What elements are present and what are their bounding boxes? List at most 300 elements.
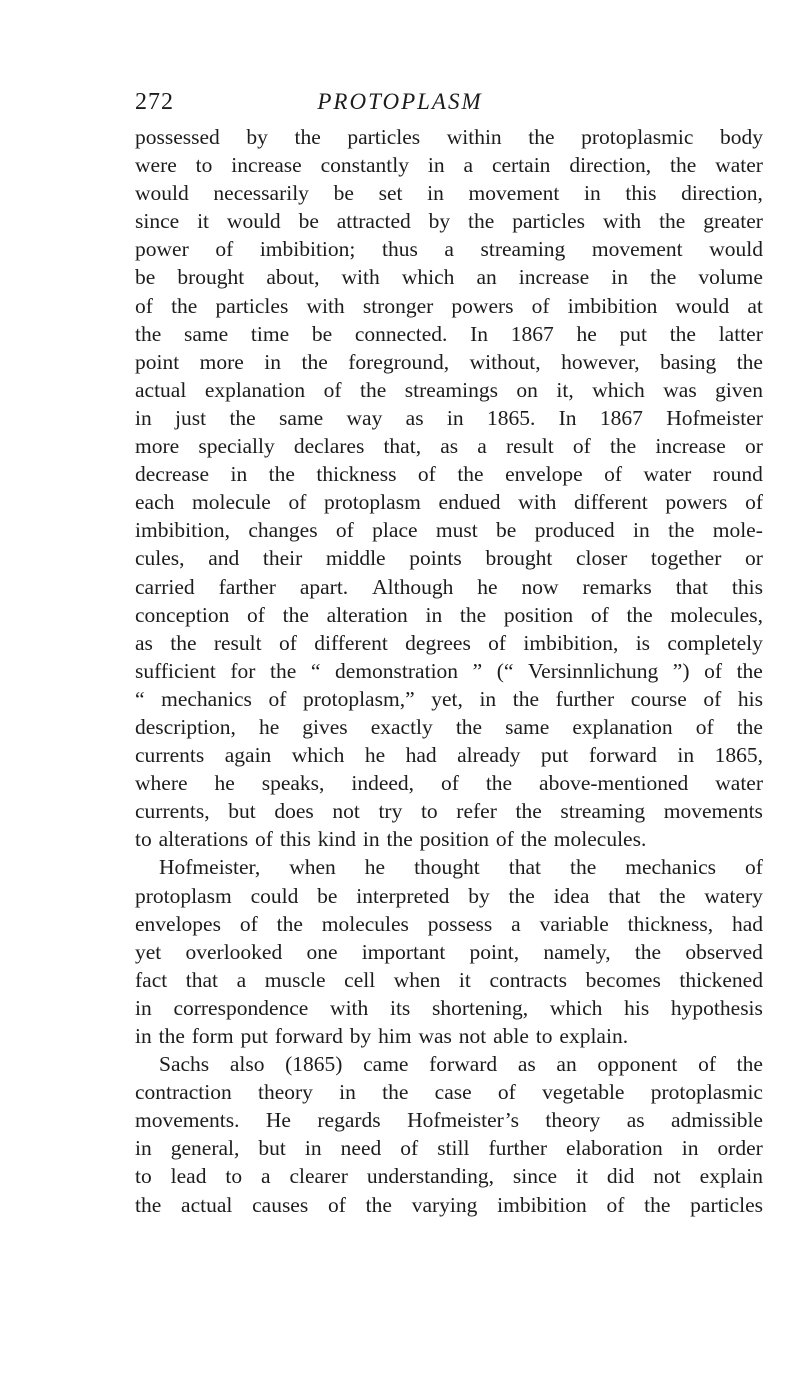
word: in [135,1136,152,1161]
word: result [505,434,554,459]
text-line [135,1162,763,1190]
word: particles [690,1192,763,1217]
word: of [335,518,354,543]
word: of [703,686,722,711]
word: forward [588,743,657,768]
word: could [250,883,299,908]
word: would [675,293,730,318]
word: which [401,265,455,290]
text-line [135,179,763,207]
word: not [332,799,360,824]
word: volume [698,265,763,290]
word: stronger [362,293,434,318]
word: by [468,883,490,908]
word: 1865, [714,743,763,768]
word: the [508,883,535,908]
word: try [378,799,403,824]
word: hypothesis [670,995,763,1020]
word: he [576,321,597,346]
word: increase [231,153,302,178]
word: of [440,771,459,796]
word: currents, [135,799,210,824]
word: would [226,209,281,234]
word: the [650,265,677,290]
word: alteration [326,602,408,627]
word: the [171,293,198,318]
word: not [458,1024,487,1048]
text-line [135,460,763,488]
text-line [135,263,763,291]
text-line [135,966,763,994]
word: as [626,1108,645,1133]
word: given [715,377,763,402]
word: where [135,771,188,796]
word: lead [170,1164,207,1189]
word: the [382,1080,409,1105]
word: changes [248,518,318,543]
word: their [262,546,303,571]
word: the [736,658,763,683]
word: to [135,1164,152,1189]
word: or [745,546,763,571]
word: body [719,125,763,149]
word: his [624,995,650,1020]
word: same [279,405,324,430]
word: endued [438,490,501,515]
word: different [574,490,648,515]
word: movements [663,799,763,824]
word: demonstration [335,658,459,683]
word: would [135,181,189,206]
word: a [261,1164,271,1189]
word: completely [667,630,763,655]
word: form [191,1024,234,1048]
text-line [135,488,763,516]
word: for [230,658,256,683]
word: each [135,490,175,515]
word: important [361,939,446,964]
word: streaming [480,237,566,262]
word: the [268,462,295,487]
word: already [457,743,521,768]
word: ”) [672,658,690,683]
word: cules, [135,546,185,571]
word: clearer [289,1164,348,1189]
word: in [583,181,601,206]
word: ” [472,658,483,683]
word: in [633,518,650,543]
word: when [289,855,336,880]
word: He [265,1108,291,1133]
word: as [135,630,153,655]
word: by [428,209,451,234]
word: a [511,911,521,936]
word: basing [660,349,717,374]
word: molecules [321,911,409,936]
word: were [135,153,177,178]
word: just [175,405,207,430]
word: a [477,434,487,459]
word: together [650,546,722,571]
text-line [135,741,763,769]
word: this [625,181,657,206]
word: in [677,743,695,768]
word: powers [665,490,728,515]
word: variable [539,911,609,936]
word: of [255,827,273,852]
text-line [135,882,763,910]
text-line [135,404,763,432]
text-line [135,629,763,657]
word: muscle [264,967,326,992]
word: more [199,349,244,374]
text-line [135,1106,763,1134]
word: the [360,377,387,402]
word: of [698,1052,716,1077]
word: brought [177,265,245,290]
word: in [362,827,380,852]
word: yet [135,939,162,964]
word: in [135,995,152,1020]
word: of [590,602,609,627]
word: protoplasm [135,883,232,908]
word: Although [372,574,454,599]
word: on [516,377,538,402]
word: of [695,714,714,739]
word: the [386,827,413,852]
word: in [304,1136,322,1161]
word: had [731,911,763,936]
text-line [135,207,763,235]
text-line [135,910,763,938]
word: but [258,1136,286,1161]
word: in [427,153,445,178]
word: the [569,855,597,880]
word: as [405,405,424,430]
word: specially [198,434,275,459]
word: way [346,405,383,430]
text-line [135,516,763,544]
word: course [630,686,687,711]
word: thickness [316,462,397,487]
word: in [425,602,443,627]
word: decrease [135,462,209,487]
word: currents [135,743,205,768]
word: when [393,967,441,992]
word: observed [685,939,763,964]
word: or [744,434,763,459]
word: be [298,209,319,234]
word: varying [411,1192,478,1217]
word: the [670,153,697,178]
word: now [521,574,559,599]
body-text [135,123,763,1219]
word: foreground, [348,349,450,374]
word: of [135,293,153,318]
text-line [135,376,763,404]
word: the [485,771,513,796]
text-line [135,320,763,348]
word: a [444,237,454,262]
word: put [619,321,647,346]
word: of [745,490,763,515]
word: Versinnlichung [528,658,659,683]
word: the [459,602,487,627]
word: particles [512,209,586,234]
word: description, [135,714,236,739]
word: since [512,1164,558,1189]
word: particles [215,293,289,318]
word: by [246,125,268,149]
word: which [549,995,603,1020]
word: of [497,1080,516,1105]
word: still [437,1136,470,1161]
word: greater [703,209,763,234]
word: by [349,1024,372,1048]
word: molecules. [553,827,647,852]
word: In [558,405,577,430]
word: set [378,181,403,206]
word: be [496,518,517,543]
word: of [704,658,722,683]
word: carried [135,574,195,599]
word: elaboration [566,1136,663,1161]
word: water [715,771,763,796]
word: the [736,1052,763,1077]
text-line [135,601,763,629]
running-title: PROTOPLASM [317,89,483,114]
word: it [458,967,471,992]
word: an [476,265,497,290]
word: be [135,265,156,290]
word: watery [704,883,763,908]
word: point [135,349,180,374]
word: and [208,546,240,571]
word: alterations [158,827,249,852]
word: the [468,209,495,234]
word: middle [325,546,386,571]
word: 1865. [486,405,536,430]
word: case [434,1080,472,1105]
word: also [229,1052,265,1077]
word: connected. [354,321,448,346]
text-line [135,235,763,263]
word: imbibition, [135,518,230,543]
word: exactly [370,714,433,739]
word: the [276,911,303,936]
word: the [135,321,162,346]
word: understanding, [366,1164,495,1189]
word: the [736,714,763,739]
word: in [264,349,282,374]
word: need [340,1136,382,1161]
word: it [576,1164,588,1189]
word: the [270,658,297,683]
word: sufficient [135,658,216,683]
word: increase [518,265,590,290]
word: Sachs [159,1052,210,1077]
word: constantly [320,153,409,178]
word: that [675,574,708,599]
word: possess [427,911,493,936]
text-line [135,348,763,376]
word: contracts [489,967,568,992]
word: envelopes [135,911,221,936]
text-line [135,123,763,151]
word: imbibition; [259,237,356,262]
word: increase [655,434,726,459]
word: contraction [135,1080,232,1105]
word: in [230,462,248,487]
word: of [288,490,307,515]
word: protoplasm [324,490,421,515]
word: since [135,209,180,234]
word: does [274,799,314,824]
word: in [135,1024,152,1048]
word: protoplasmic [581,125,694,149]
word: within [446,125,502,149]
word: direction, [681,181,763,206]
word: above-mentioned [539,771,689,796]
word: was [418,1024,452,1048]
word: thickened [679,967,763,992]
word: order [717,1136,763,1161]
word: of [268,686,287,711]
word: water [715,153,763,178]
text-line [135,292,763,320]
word: attracted [336,209,411,234]
word: protoplasm,” [302,686,415,711]
text-line [135,1050,763,1078]
word: him [378,1024,412,1048]
word: would [709,237,763,262]
word: it [197,209,210,234]
word: had [405,743,437,768]
word: degrees [405,630,471,655]
word: opponent [597,1052,678,1077]
word: the [301,349,328,374]
word: put [540,743,569,768]
word: forward [274,1024,343,1048]
word: the [282,602,309,627]
word: the [528,125,555,149]
word: the [229,405,256,430]
word: of [572,434,591,459]
word: explanation [204,377,306,402]
word: actual [181,1192,233,1217]
page-number: 272 [135,89,174,115]
word: he [214,771,235,796]
word: kind [317,827,357,852]
word: mechanics [161,686,252,711]
word: the [736,349,763,374]
word: water [643,462,692,487]
word: admissible [671,1108,763,1133]
text-line [135,685,763,713]
word: explain. [559,1024,629,1048]
word: Hofmeister’s [407,1108,519,1133]
word: position [419,827,489,852]
text-line [135,994,763,1022]
word: fact [135,967,168,992]
word: overlooked [185,939,283,964]
word: his [737,686,763,711]
word: the [669,321,696,346]
word: this [279,827,311,852]
word: in [479,686,497,711]
word: the [158,1024,185,1048]
word: put [240,1024,268,1048]
word: result [213,630,262,655]
word: in [611,265,629,290]
word: thought [414,855,480,880]
word: it, [556,377,574,402]
word: with [330,995,369,1020]
word: conception [135,602,230,627]
word: Hofmeister [666,405,763,430]
word: actual [135,377,187,402]
word: the [634,939,662,964]
word: to [135,827,152,852]
word: that [608,883,641,908]
running-head [0,84,800,120]
word: explanation [572,714,673,739]
text-line [135,825,763,853]
word: speaks, [261,771,325,796]
word: was [663,377,697,402]
word: did [606,1164,635,1189]
word: to [225,1164,243,1189]
word: of [323,377,342,402]
word: necessarily [213,181,309,206]
word: its [389,995,411,1020]
word: 1867 [510,321,554,346]
word: interpreted [356,883,450,908]
word: of [488,630,507,655]
word: must [435,518,478,543]
word: of [247,602,265,627]
word: the [520,827,547,852]
word: again [224,743,272,768]
word: imbibition, [523,630,619,655]
word: of [744,855,763,880]
word: of [531,293,550,318]
word: particles [347,125,421,149]
word: the [668,518,695,543]
word: the [626,602,653,627]
word: theory [545,1108,601,1133]
word: of [604,462,623,487]
word: the [644,1192,671,1217]
word: but [228,799,256,824]
word: is [635,630,651,655]
word: more [135,434,180,459]
word: certain [491,153,551,178]
word: imbibition [567,293,658,318]
word: brought [485,546,553,571]
word: in [681,1136,699,1161]
word: one [306,939,338,964]
word: imbibition [497,1192,587,1217]
word: he [364,855,386,880]
word: apart. [299,574,349,599]
word: able [493,1024,529,1048]
word: time [250,321,290,346]
text-line [135,797,763,825]
word: correspondence [173,995,309,1020]
text-line [135,151,763,179]
word: the [457,462,484,487]
